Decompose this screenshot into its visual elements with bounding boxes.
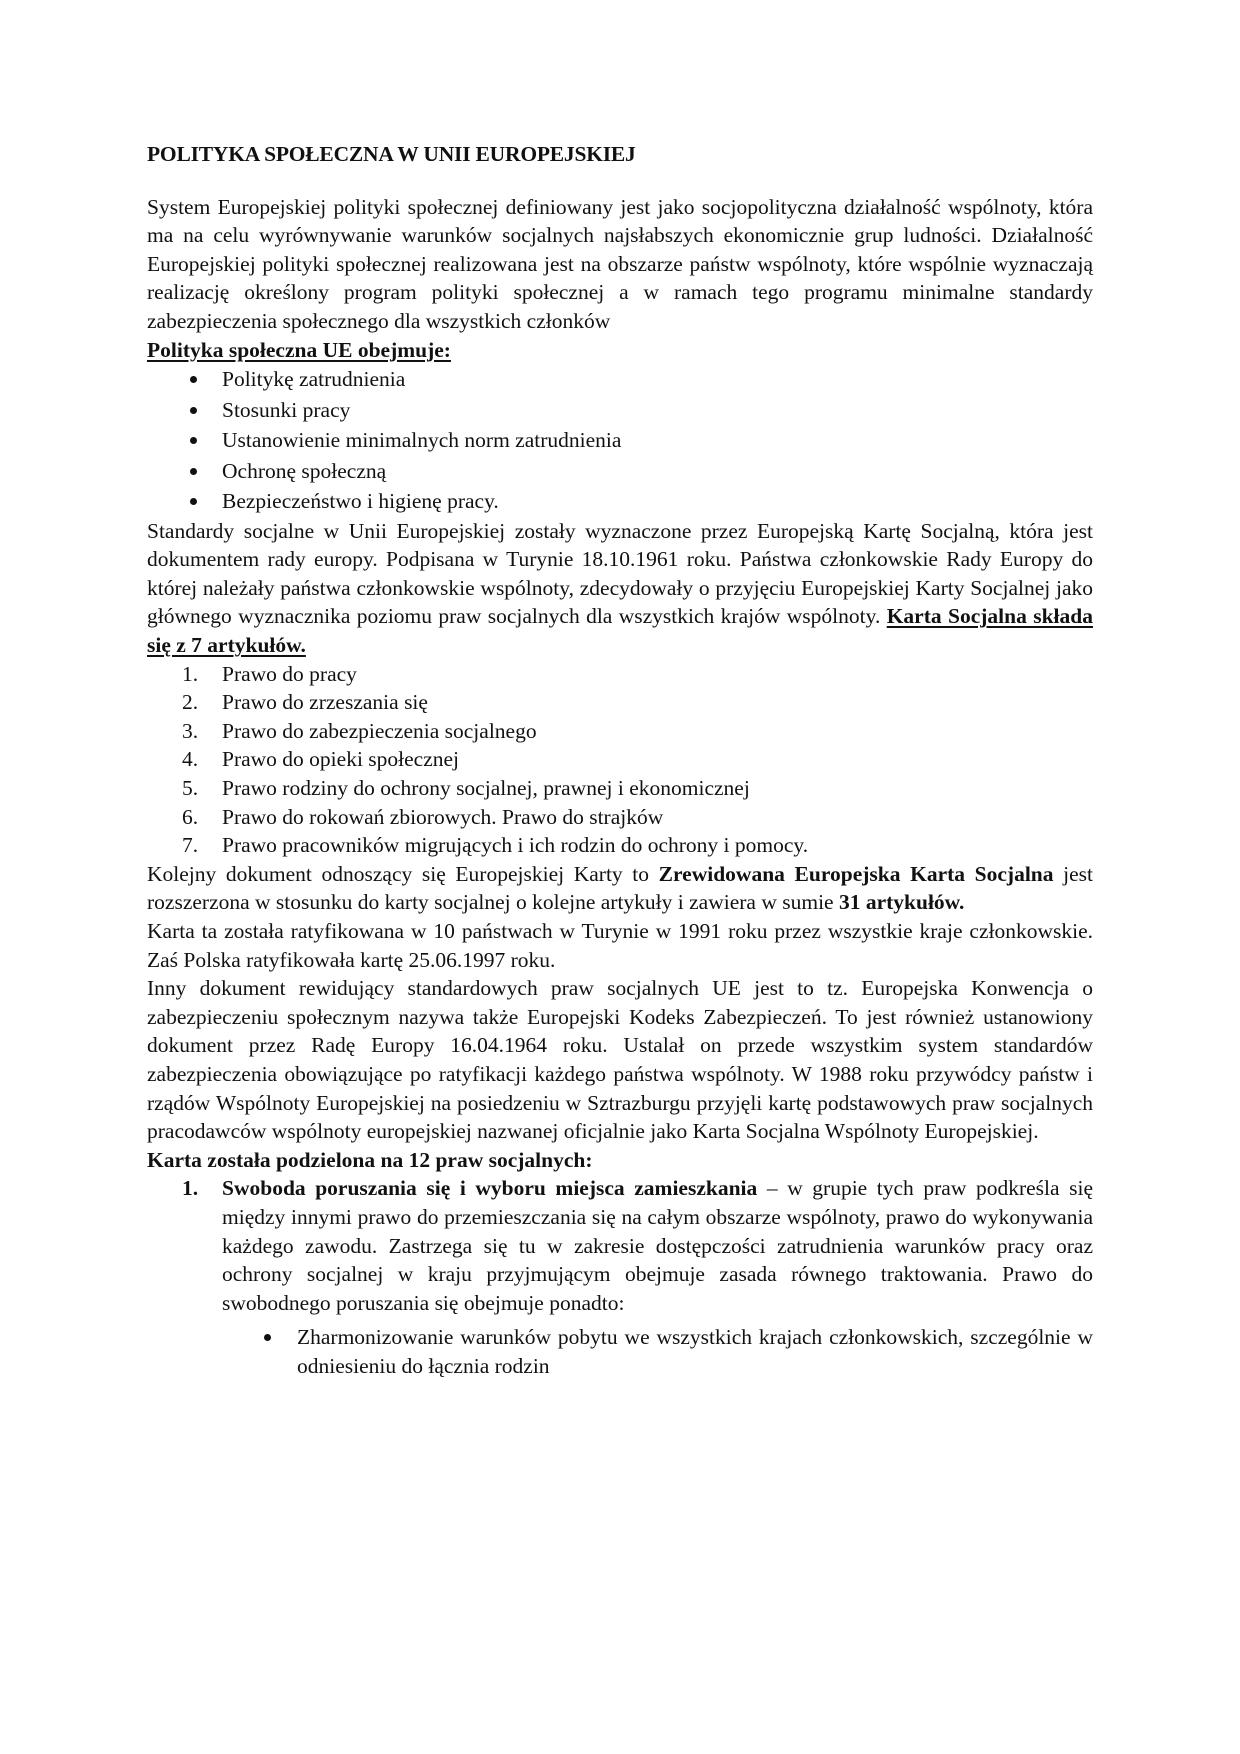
list-item: Ustanowienie minimalnych norm zatrudnienia [222, 425, 1093, 456]
charter-articles-list [147, 660, 1093, 860]
list-item [182, 1174, 1093, 1380]
item-number: 4. [182, 747, 199, 772]
scope-list [147, 364, 1093, 517]
charter-paragraph [147, 517, 1093, 660]
scope-heading: Polityka społeczna UE obejmuje: [147, 337, 451, 362]
revised-charter-paragraph [147, 860, 1093, 917]
rights-list [147, 1174, 1093, 1380]
document-page [147, 140, 1093, 1380]
item-text: Prawo do zabezpieczenia socjalnego [222, 718, 537, 743]
item-number: 6. [182, 804, 199, 829]
rights-heading: Karta została podzielona na 12 praw socjalnych: [147, 1147, 593, 1172]
item-number: 2. [182, 690, 199, 715]
list-item [182, 688, 1093, 717]
revised-text-2: jest rozszerzona w stosunku do karty socjalnej o kolejne artykuły i zawiera w sumie [147, 861, 1094, 915]
item-text: Prawo pracowników migrujących i ich rodzin do ochrony i pomocy. [222, 833, 809, 858]
item-number: 3. [182, 718, 199, 743]
right-title: Swoboda poruszania się i wyboru miejsca zamieszkania [222, 1176, 758, 1201]
list-item [182, 831, 1093, 860]
list-item: Bezpieczeństwo i higienę pracy. [222, 486, 1093, 517]
list-item: Zharmonizowanie warunków pobytu we wszystkich krajach członkowskich, szczególnie w odniesieniu do łącznia rodzin [297, 1323, 1093, 1380]
charter-emphasis: Karta Socjalna składa się z 7 artykułów. [147, 604, 1093, 658]
intro-paragraph: System Europejskiej polityki społecznej definiowany jest jako socjopolityczna działalność wspólnoty, która ma na celu wyrównywanie warunków socjalnych najsłabszych ekonomicznie grup ludności. Działalność Europejskiej polityki społecznej realizowana jest na obszarze państw wspólnoty, które wspólnie wyznaczają realizację określony program polityki społecznej a w ramach tego programu minimalne standardy zabezpieczenia społecznego dla wszystkich członków [147, 194, 1093, 333]
item-text: Prawo rodziny do ochrony socjalnej, prawnej i ekonomicznej [222, 776, 750, 800]
revised-article-count: 31 artykułów. [838, 890, 965, 915]
list-item [182, 660, 1093, 689]
list-item [182, 803, 1093, 832]
list-item: Ochronę społeczną [222, 456, 1093, 487]
list-item [182, 774, 1093, 803]
item-text: Prawo do pracy [222, 661, 357, 686]
list-item [182, 745, 1093, 774]
item-number: 7. [182, 833, 199, 858]
list-item: Politykę zatrudnienia [222, 364, 1093, 395]
ratification-paragraph: Karta ta została ratyfikowana w 10 państwach w Turynie w 1991 roku przez wszystkie kraje członkowskie. Zaś Polska ratyfikowała kartę 25.06.1997 roku. [147, 918, 1093, 972]
right-description: – w grupie tych praw podkreśla się między innymi prawo do przemieszczania się na całym obszarze wspólnoty, prawo do wykonywania każdego zawodu. Zastrzega się tu w zakresie dostępczości zatrudnienia warunków pracy oraz ochrony socjalnej w kraju przyjmującym obejmuje zasada równego traktowania. Prawo do swobodnego poruszania się obejmuje ponadto: [222, 1176, 1093, 1315]
charter-text: Standardy socjalne w Unii Europejskiej zostały wyznaczone przez Europejską Kartę Socjalną, która jest dokumentem rady europy. Podpisana w Turynie 18.10.1961 roku. Państwa członkowskie Rady Europy do której należały państwa członkowskie wspólnoty, zdecydowały o przyjęciu Europejskiej Karty Socjalnej jako głównego wyznacznika poziomu praw socjalnych dla wszystkich krajów wspólnoty. [147, 518, 1093, 629]
document-title: POLITYKA SPOŁECZNA W UNII EUROPEJSKIEJ [147, 142, 636, 166]
list-item: Stosunki pracy [222, 395, 1093, 426]
item-text: Prawo do zrzeszania się [222, 690, 428, 715]
item-number: 1. [182, 1176, 199, 1201]
right-sub-list [222, 1323, 1093, 1380]
convention-paragraph: Inny dokument rewidujący standardowych praw socjalnych UE jest to tz. Europejska Konwencja o zabezpieczeniu społecznym nazywa także Europejski Kodeks Zabezpieczeń. To jest również ustanowiony dokument przez Radę Europy 16.04.1964 roku. Ustalał on przede wszystkim system standardów zabezpieczenia obowiązujące po ratyfikacji każdego państwa wspólnoty. W 1988 roku przywódcy państw i rządów Wspólnoty Europejskiej na posiedzeniu w Sztrazburgu przyjęli kartę podstawowych praw socjalnych pracodawców wspólnoty europejskiej nazwanej oficjalnie jako Karta Socjalna Wspólnoty Europejskiej. [147, 976, 1093, 1144]
item-text: Prawo do opieki społecznej [222, 747, 460, 772]
item-number: 1. [182, 661, 199, 686]
list-item [182, 717, 1093, 746]
revised-charter-name: Zrewidowana Europejska Karta Socjalna [658, 861, 1054, 886]
item-text: Prawo do rokowań zbiorowych. Prawo do strajków [222, 804, 664, 829]
revised-text-1: Kolejny dokument odnoszący się Europejskiej Karty to [147, 861, 659, 886]
item-number: 5. [182, 776, 199, 800]
